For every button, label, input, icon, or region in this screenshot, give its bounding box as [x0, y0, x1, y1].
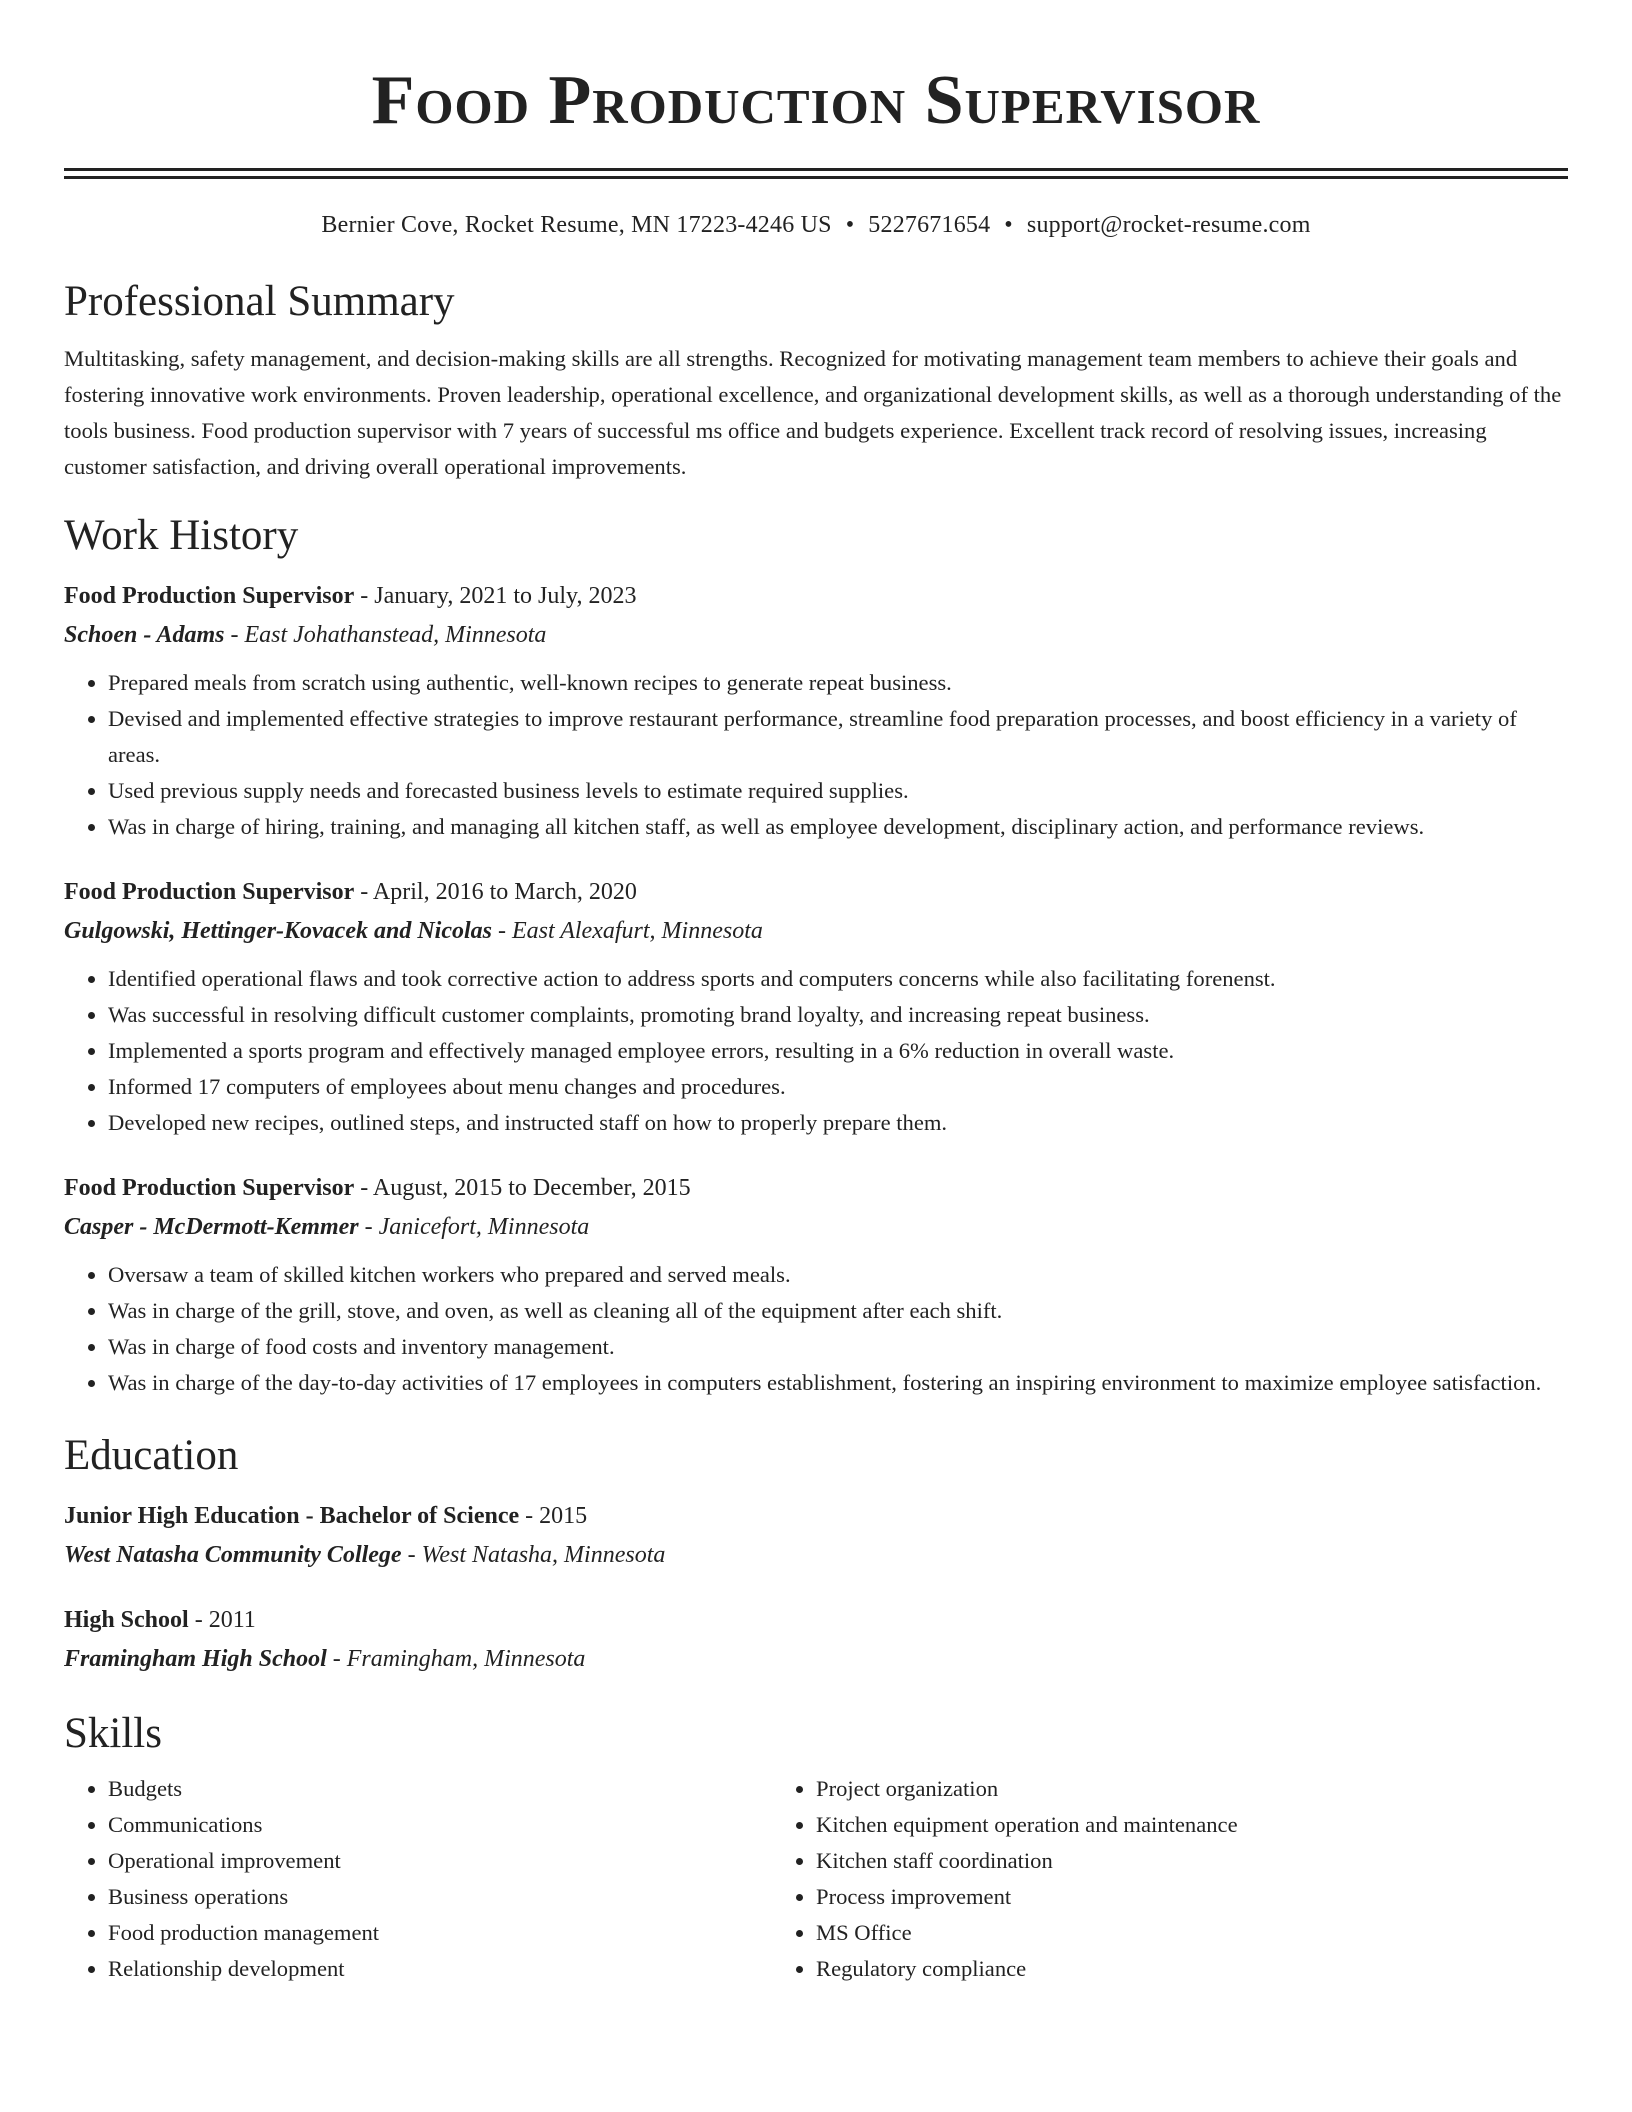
job-bullet: • Developed new recipes, outlined steps, and instructed staff on how to properly prepare them. — [108, 1105, 1568, 1141]
job-header — [64, 1169, 1568, 1207]
skills-list-right — [764, 1771, 1464, 1987]
job-location: - East Johathanstead, Minnesota — [224, 622, 547, 648]
work-history-heading: Work History — [64, 512, 299, 559]
job-bullet: • Devised and implemented effective strategies to improve restaurant performance, streamline food preparation processes, and boost efficiency in a variety of areas. — [108, 701, 1568, 773]
job-header — [64, 577, 1568, 615]
contact-separator: • — [1004, 212, 1013, 238]
education-entry — [64, 1601, 1568, 1679]
skill-item: • Regulatory compliance — [816, 1951, 1464, 1987]
education-degree: Junior High Education - Bachelor of Science — [64, 1503, 520, 1529]
job-location: - East Alexafurt, Minnesota — [492, 918, 763, 944]
job-bullet: • Identified operational flaws and took corrective action to address sports and computers concerns while also facilitating forenenst. — [108, 961, 1568, 997]
job-bullet: • Implemented a sports program and effectively managed employee errors, resulting in a 6% reduction in overall waste. — [108, 1033, 1568, 1069]
contact-address: Bernier Cove, Rocket Resume, MN 17223-4246 US — [321, 212, 832, 238]
education-institution — [64, 1535, 1568, 1575]
contact-email: support@rocket-resume.com — [1026, 212, 1311, 238]
job-dates: - April, 2016 to March, 2020 — [354, 879, 637, 905]
skill-item: • Communications — [108, 1807, 764, 1843]
education-year: - 2015 — [519, 1503, 588, 1529]
contact-line — [64, 209, 1568, 241]
skills-heading: Skills — [64, 1710, 162, 1757]
education-header — [64, 1497, 1568, 1535]
job-role: Food Production Supervisor — [64, 1175, 355, 1201]
job-bullet: • Was successful in resolving difficult customer complaints, promoting brand loyalty, and increasing repeat business. — [108, 997, 1568, 1033]
skills-grid — [64, 1771, 1568, 1987]
education-heading: Education — [64, 1432, 239, 1479]
job-employer — [64, 1207, 1568, 1247]
education-degree: High School — [64, 1607, 189, 1633]
skill-item: • Food production management — [108, 1915, 764, 1951]
job-bullet: • Was in charge of hiring, training, and managing all kitchen staff, as well as employee development, disciplinary action, and performance reviews. — [108, 809, 1568, 845]
skill-item: • Budgets — [108, 1771, 764, 1807]
job-dates: - January, 2021 to July, 2023 — [354, 583, 637, 609]
education-school: Framingham High School — [64, 1646, 327, 1672]
job-role: Food Production Supervisor — [64, 879, 355, 905]
job-company: Schoen - Adams — [64, 622, 225, 648]
job-bullets — [64, 961, 1568, 1141]
job-company: Gulgowski, Hettinger-Kovacek and Nicolas — [64, 918, 492, 944]
skill-item: • Operational improvement — [108, 1843, 764, 1879]
skill-item: • Kitchen equipment operation and maintenance — [816, 1807, 1464, 1843]
job-role: Food Production Supervisor — [64, 583, 355, 609]
job-bullet: • Was in charge of the day-to-day activities of 17 employees in computers establishment, fostering an inspiring environment to maximize employee satisfaction. — [108, 1365, 1568, 1401]
education-institution — [64, 1639, 1568, 1679]
summary-text: Multitasking, safety management, and decision-making skills are all strengths. Recognized for motivating management team members to achieve their goals and fostering innovative work environments. Proven leadership, operational excellence, and organizational development skills, as well as a thorough understanding of the tools business. Food production supervisor with 7 years of successful ms office and budgets experience. Excellent track record of resolving issues, increasing customer satisfaction, and driving overall operational improvements. — [64, 346, 1562, 479]
resume-title: Food Production Supervisor — [371, 62, 1261, 139]
job-bullets — [64, 1257, 1568, 1401]
skill-item: • Business operations — [108, 1879, 764, 1915]
education-entry — [64, 1497, 1568, 1575]
job-employer — [64, 911, 1568, 951]
skills-list-left — [64, 1771, 764, 1987]
job-dates: - August, 2015 to December, 2015 — [354, 1175, 691, 1201]
title-divider — [64, 168, 1568, 171]
job-bullet: • Was in charge of food costs and inventory management. — [108, 1329, 1568, 1365]
skill-item: • MS Office — [816, 1915, 1464, 1951]
education-location: - Framingham, Minnesota — [326, 1646, 586, 1672]
contact-phone: 5227671654 — [868, 212, 991, 238]
job-bullet: • Oversaw a team of skilled kitchen workers who prepared and served meals. — [108, 1257, 1568, 1293]
job-header — [64, 873, 1568, 911]
job-employer — [64, 615, 1568, 655]
job-bullet: • Prepared meals from scratch using authentic, well-known recipes to generate repeat business. — [108, 665, 1568, 701]
contact-separator: • — [845, 212, 855, 238]
education-school: West Natasha Community College — [64, 1542, 402, 1568]
education-year: - 2011 — [188, 1607, 256, 1633]
job-location: - Janicefort, Minnesota — [358, 1214, 590, 1240]
job-entry — [64, 1169, 1568, 1401]
job-bullet: • Was in charge of the grill, stove, and oven, as well as cleaning all of the equipment after each shift. — [108, 1293, 1568, 1329]
skill-item: • Process improvement — [816, 1879, 1464, 1915]
skill-item: • Relationship development — [108, 1951, 764, 1987]
skill-item: • Project organization — [816, 1771, 1464, 1807]
job-bullet: • Used previous supply needs and forecasted business levels to estimate required supplies. — [108, 773, 1568, 809]
skill-item: • Kitchen staff coordination — [816, 1843, 1464, 1879]
summary-heading: Professional Summary — [64, 278, 455, 325]
job-bullet: • Informed 17 computers of employees about menu changes and procedures. — [108, 1069, 1568, 1105]
job-bullets — [64, 665, 1568, 845]
education-location: - West Natasha, Minnesota — [401, 1542, 666, 1568]
education-header — [64, 1601, 1568, 1639]
job-entry — [64, 873, 1568, 1141]
job-entry — [64, 577, 1568, 845]
job-company: Casper - McDermott-Kemmer — [64, 1214, 359, 1240]
